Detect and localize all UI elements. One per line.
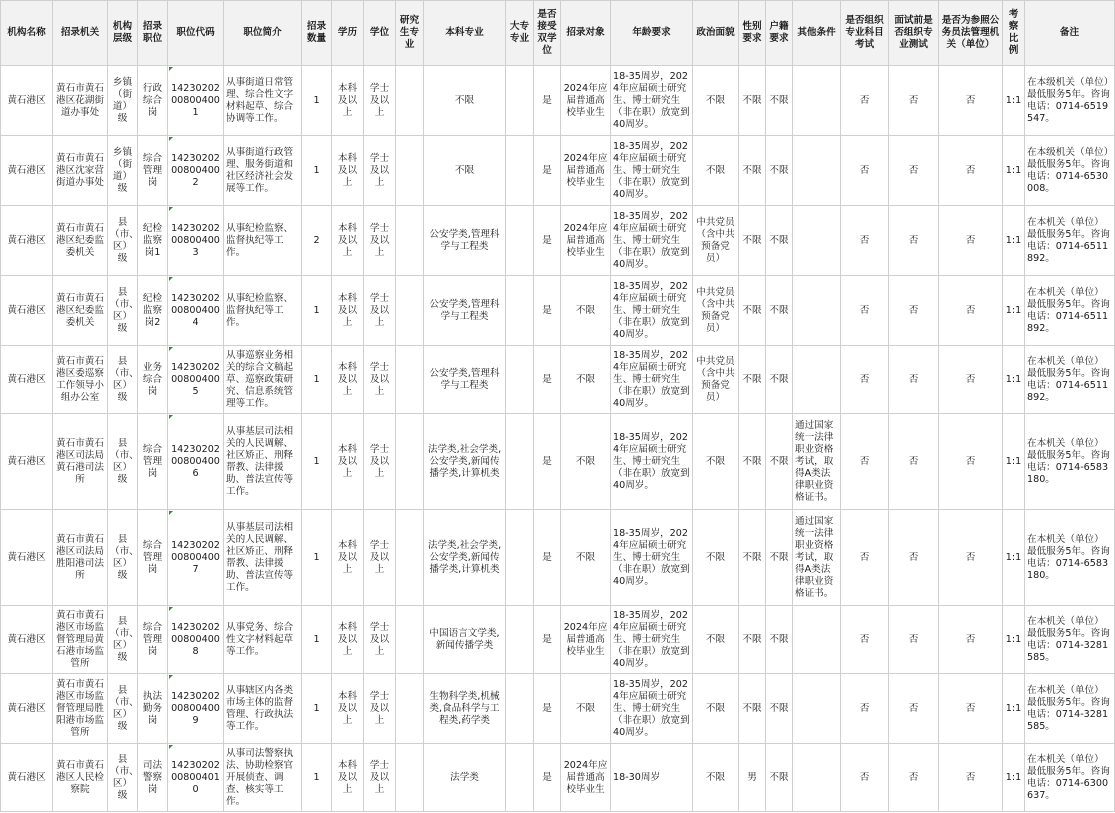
cell-target: 2024年应届普通高校毕业生 [561, 606, 611, 674]
cell-degree: 学士及以上 [364, 136, 396, 206]
header-count: 招录数量 [302, 1, 332, 66]
cell-undergrad-major: 公安学类,管理科学与工程类 [424, 206, 506, 276]
cell-college-major [506, 206, 534, 276]
cell-civil-service: 否 [939, 346, 1003, 414]
cell-double-degree: 是 [534, 674, 561, 744]
cell-gender: 不限 [739, 606, 766, 674]
cell-double-degree: 是 [534, 744, 561, 812]
cell-double-degree: 是 [534, 510, 561, 606]
cell-gender: 不限 [739, 206, 766, 276]
cell-org-name: 黄石港区 [1, 276, 53, 346]
header-notes: 备注 [1025, 1, 1115, 66]
header-org-name: 机构名称 [1, 1, 53, 66]
cell-household: 不限 [766, 66, 793, 136]
cell-position-desc: 从事纪检监察、监督执纪等工作。 [224, 276, 302, 346]
cell-position-code: 14230202008004008 [168, 606, 224, 674]
cell-pre-test: 否 [889, 346, 939, 414]
cell-target: 2024年应届普通高校毕业生 [561, 744, 611, 812]
cell-other [793, 66, 841, 136]
cell-exam: 否 [841, 674, 889, 744]
cell-gender: 不限 [739, 66, 766, 136]
cell-recruit-agency: 黄石市黄石港区纪委监委机关 [53, 206, 108, 276]
cell-degree: 学士及以上 [364, 346, 396, 414]
cell-degree: 学士及以上 [364, 206, 396, 276]
header-pre-test: 面试前是否组织专业测试 [889, 1, 939, 66]
cell-civil-service: 否 [939, 606, 1003, 674]
cell-college-major [506, 66, 534, 136]
cell-undergrad-major: 公安学类,管理科学与工程类 [424, 346, 506, 414]
cell-ratio: 1:1 [1003, 206, 1025, 276]
cell-double-degree: 是 [534, 346, 561, 414]
cell-org-level: 县（市、区）级 [108, 346, 138, 414]
cell-college-major [506, 744, 534, 812]
cell-degree: 学士及以上 [364, 414, 396, 510]
cell-college-major [506, 606, 534, 674]
cell-household: 不限 [766, 206, 793, 276]
header-college-major: 大专专业 [506, 1, 534, 66]
cell-count: 2 [302, 206, 332, 276]
cell-ratio: 1:1 [1003, 414, 1025, 510]
header-target: 招录对象 [561, 1, 611, 66]
cell-position: 纪检监察岗2 [138, 276, 168, 346]
cell-notes: 在本机关（单位）最低服务5年。咨询电话：0714-6511892。 [1025, 206, 1115, 276]
cell-education: 本科及以上 [332, 66, 364, 136]
cell-position-desc: 从事基层司法相关的人民调解、社区矫正、刑释帮教、法律援助、普法宣传等工作。 [224, 414, 302, 510]
cell-recruit-agency: 黄石市黄石港区委巡察工作领导小组办公室 [53, 346, 108, 414]
cell-exam: 否 [841, 66, 889, 136]
cell-org-level: 县（市、区）级 [108, 606, 138, 674]
cell-position: 综合管理岗 [138, 136, 168, 206]
cell-other [793, 674, 841, 744]
header-org-level: 机构层级 [108, 1, 138, 66]
cell-exam: 否 [841, 414, 889, 510]
cell-position-code: 14230202008004002 [168, 136, 224, 206]
table-row [1, 744, 1115, 812]
cell-civil-service: 否 [939, 414, 1003, 510]
cell-degree: 学士及以上 [364, 510, 396, 606]
cell-age: 18-35周岁，2024年应届硕士研究生、博士研究生（非在职）放宽到40周岁。 [611, 276, 693, 346]
cell-count: 1 [302, 66, 332, 136]
cell-education: 本科及以上 [332, 674, 364, 744]
cell-target: 不限 [561, 346, 611, 414]
cell-position-desc: 从事基层司法相关的人民调解、社区矫正、刑释帮教、法律援助、普法宣传等工作。 [224, 510, 302, 606]
cell-position: 综合管理岗 [138, 606, 168, 674]
cell-pre-test: 否 [889, 206, 939, 276]
cell-notes: 在本机关（单位）最低服务5年。咨询电话：0714-6511892。 [1025, 276, 1115, 346]
cell-notes: 在本机关（单位）最低服务5年。咨询电话：0714-6583180。 [1025, 414, 1115, 510]
cell-exam: 否 [841, 346, 889, 414]
cell-position: 综合管理岗 [138, 510, 168, 606]
header-education: 学历 [332, 1, 364, 66]
cell-college-major [506, 510, 534, 606]
cell-civil-service: 否 [939, 674, 1003, 744]
cell-double-degree: 是 [534, 606, 561, 674]
cell-double-degree: 是 [534, 136, 561, 206]
cell-education: 本科及以上 [332, 510, 364, 606]
cell-political: 不限 [693, 414, 739, 510]
header-recruit-agency: 招录机关 [53, 1, 108, 66]
table-row [1, 414, 1115, 510]
header-gender: 性别要求 [739, 1, 766, 66]
cell-undergrad-major: 法学类,社会学类,公安学类,新闻传播学类,计算机类 [424, 414, 506, 510]
cell-position-code: 14230202008004004 [168, 276, 224, 346]
header-position-code: 职位代码 [168, 1, 224, 66]
header-age: 年龄要求 [611, 1, 693, 66]
cell-other [793, 744, 841, 812]
cell-age: 18-35周岁，2024年应届硕士研究生、博士研究生（非在职）放宽到40周岁。 [611, 414, 693, 510]
cell-org-level: 乡镇（街道）级 [108, 66, 138, 136]
cell-undergrad-major: 法学类,社会学类,公安学类,新闻传播学类,计算机类 [424, 510, 506, 606]
cell-position-code: 14230202008004005 [168, 346, 224, 414]
cell-age: 18-30周岁 [611, 744, 693, 812]
cell-education: 本科及以上 [332, 206, 364, 276]
header-political: 政治面貌 [693, 1, 739, 66]
cell-other: 通过国家统一法律职业资格考试，取得A类法律职业资格证书。 [793, 414, 841, 510]
cell-recruit-agency: 黄石市黄石港区人民检察院 [53, 744, 108, 812]
cell-notes: 在本级机关（单位）最低服务5年。咨询电话：0714-6530008。 [1025, 136, 1115, 206]
cell-age: 18-35周岁，2024年应届硕士研究生、博士研究生（非在职）放宽到40周岁。 [611, 136, 693, 206]
cell-gender: 不限 [739, 674, 766, 744]
cell-position: 司法警察岗 [138, 744, 168, 812]
header-double-degree: 是否接受双学位 [534, 1, 561, 66]
cell-pre-test: 否 [889, 606, 939, 674]
cell-pre-test: 否 [889, 744, 939, 812]
cell-undergrad-major: 不限 [424, 66, 506, 136]
cell-position-code: 14230202008004001 [168, 66, 224, 136]
cell-grad-major [396, 66, 424, 136]
cell-org-level: 乡镇（街道）级 [108, 136, 138, 206]
cell-ratio: 1:1 [1003, 276, 1025, 346]
cell-target: 2024年应届普通高校毕业生 [561, 206, 611, 276]
cell-other: 通过国家统一法律职业资格考试，取得A类法律职业资格证书。 [793, 510, 841, 606]
cell-pre-test: 否 [889, 674, 939, 744]
cell-notes: 在本机关（单位）最低服务5年。咨询电话：0714-6583180。 [1025, 510, 1115, 606]
cell-org-level: 县（市、区）级 [108, 206, 138, 276]
cell-gender: 不限 [739, 346, 766, 414]
table-row [1, 346, 1115, 414]
cell-position: 纪检监察岗1 [138, 206, 168, 276]
cell-position-desc: 从事街道行政管理、服务街道和社区经济社会发展等工作。 [224, 136, 302, 206]
cell-political: 不限 [693, 66, 739, 136]
cell-age: 18-35周岁，2024年应届硕士研究生、博士研究生（非在职）放宽到40周岁。 [611, 206, 693, 276]
cell-other [793, 346, 841, 414]
cell-position-code: 14230202008004006 [168, 414, 224, 510]
cell-exam: 否 [841, 510, 889, 606]
cell-civil-service: 否 [939, 66, 1003, 136]
cell-count: 1 [302, 414, 332, 510]
cell-notes: 在本机关（单位）最低服务5年。咨询电话：0714-6511892。 [1025, 346, 1115, 414]
cell-pre-test: 否 [889, 510, 939, 606]
cell-grad-major [396, 276, 424, 346]
cell-target: 不限 [561, 414, 611, 510]
cell-count: 1 [302, 606, 332, 674]
cell-ratio: 1:1 [1003, 606, 1025, 674]
cell-age: 18-35周岁，2024年应届硕士研究生、博士研究生（非在职）放宽到40周岁。 [611, 606, 693, 674]
header-civil-service: 是否为参照公务员法管理机关（单位） [939, 1, 1003, 66]
cell-education: 本科及以上 [332, 346, 364, 414]
cell-age: 18-35周岁，2024年应届硕士研究生、博士研究生（非在职）放宽到40周岁。 [611, 66, 693, 136]
cell-political: 不限 [693, 744, 739, 812]
header-exam: 是否组织专业科目考试 [841, 1, 889, 66]
cell-political: 不限 [693, 606, 739, 674]
cell-degree: 学士及以上 [364, 66, 396, 136]
cell-grad-major [396, 414, 424, 510]
cell-exam: 否 [841, 744, 889, 812]
cell-count: 1 [302, 276, 332, 346]
header-position-desc: 职位简介 [224, 1, 302, 66]
cell-household: 不限 [766, 744, 793, 812]
cell-count: 1 [302, 744, 332, 812]
cell-gender: 不限 [739, 276, 766, 346]
cell-other [793, 606, 841, 674]
cell-double-degree: 是 [534, 66, 561, 136]
cell-ratio: 1:1 [1003, 136, 1025, 206]
cell-org-name: 黄石港区 [1, 606, 53, 674]
cell-ratio: 1:1 [1003, 744, 1025, 812]
cell-count: 1 [302, 346, 332, 414]
cell-gender: 不限 [739, 414, 766, 510]
cell-recruit-agency: 黄石市黄石港区司法局黄石港司法所 [53, 414, 108, 510]
cell-exam: 否 [841, 136, 889, 206]
cell-notes: 在本机关（单位）最低服务5年。咨询电话：0714-3281585。 [1025, 606, 1115, 674]
cell-target: 不限 [561, 276, 611, 346]
cell-household: 不限 [766, 674, 793, 744]
header-other: 其他条件 [793, 1, 841, 66]
cell-target: 不限 [561, 510, 611, 606]
cell-org-name: 黄石港区 [1, 674, 53, 744]
cell-education: 本科及以上 [332, 606, 364, 674]
table-row [1, 674, 1115, 744]
cell-other [793, 136, 841, 206]
cell-degree: 学士及以上 [364, 674, 396, 744]
cell-age: 18-35周岁，2024年应届硕士研究生、博士研究生（非在职）放宽到40周岁。 [611, 346, 693, 414]
cell-org-level: 县（市、区）级 [108, 744, 138, 812]
cell-political: 不限 [693, 136, 739, 206]
cell-political: 不限 [693, 510, 739, 606]
cell-pre-test: 否 [889, 136, 939, 206]
cell-org-level: 县（市、区）级 [108, 276, 138, 346]
cell-recruit-agency: 黄石市黄石港区花湖街道办事处 [53, 66, 108, 136]
cell-education: 本科及以上 [332, 414, 364, 510]
cell-ratio: 1:1 [1003, 346, 1025, 414]
cell-org-name: 黄石港区 [1, 66, 53, 136]
cell-target: 不限 [561, 674, 611, 744]
cell-count: 1 [302, 136, 332, 206]
cell-grad-major [396, 510, 424, 606]
table-row [1, 510, 1115, 606]
table-row [1, 136, 1115, 206]
cell-ratio: 1:1 [1003, 674, 1025, 744]
cell-undergrad-major: 不限 [424, 136, 506, 206]
cell-position: 业务综合岗 [138, 346, 168, 414]
cell-college-major [506, 414, 534, 510]
cell-notes: 在本级机关（单位）最低服务5年。咨询电话：0714-6519547。 [1025, 66, 1115, 136]
cell-exam: 否 [841, 206, 889, 276]
cell-college-major [506, 346, 534, 414]
cell-target: 2024年应届普通高校毕业生 [561, 66, 611, 136]
cell-org-name: 黄石港区 [1, 136, 53, 206]
cell-pre-test: 否 [889, 276, 939, 346]
cell-position-desc: 从事街道日常管理、综合性文字材料起草、综合协调等工作。 [224, 66, 302, 136]
cell-org-name: 黄石港区 [1, 744, 53, 812]
cell-position-code: 14230202008004003 [168, 206, 224, 276]
cell-position-code: 14230202008004010 [168, 744, 224, 812]
cell-position-code: 14230202008004007 [168, 510, 224, 606]
cell-org-name: 黄石港区 [1, 414, 53, 510]
header-household: 户籍要求 [766, 1, 793, 66]
cell-political: 不限 [693, 674, 739, 744]
header-position: 招录职位 [138, 1, 168, 66]
cell-undergrad-major: 公安学类,管理科学与工程类 [424, 276, 506, 346]
cell-recruit-agency: 黄石市黄石港区沈家营街道办事处 [53, 136, 108, 206]
cell-household: 不限 [766, 510, 793, 606]
cell-recruit-agency: 黄石市黄石港区市场监督管理局胜阳港市场监管所 [53, 674, 108, 744]
cell-household: 不限 [766, 346, 793, 414]
cell-age: 18-35周岁，2024年应届硕士研究生、博士研究生（非在职）放宽到40周岁。 [611, 510, 693, 606]
cell-household: 不限 [766, 136, 793, 206]
table-row [1, 206, 1115, 276]
cell-recruit-agency: 黄石市黄石港区司法局胜阳港司法所 [53, 510, 108, 606]
cell-undergrad-major: 法学类 [424, 744, 506, 812]
cell-ratio: 1:1 [1003, 66, 1025, 136]
cell-double-degree: 是 [534, 414, 561, 510]
cell-exam: 否 [841, 606, 889, 674]
cell-household: 不限 [766, 606, 793, 674]
cell-undergrad-major: 生物科学类,机械类,食品科学与工程类,药学类 [424, 674, 506, 744]
cell-recruit-agency: 黄石市黄石港区纪委监委机关 [53, 276, 108, 346]
cell-grad-major [396, 206, 424, 276]
header-degree: 学位 [364, 1, 396, 66]
cell-college-major [506, 136, 534, 206]
cell-grad-major [396, 744, 424, 812]
table-row [1, 606, 1115, 674]
cell-double-degree: 是 [534, 276, 561, 346]
cell-political: 中共党员（含中共预备党员） [693, 346, 739, 414]
cell-other [793, 206, 841, 276]
cell-pre-test: 否 [889, 414, 939, 510]
cell-civil-service: 否 [939, 206, 1003, 276]
cell-civil-service: 否 [939, 136, 1003, 206]
cell-notes: 在本机关（单位）最低服务5年。咨询电话：0714-3281585。 [1025, 674, 1115, 744]
cell-gender: 男 [739, 744, 766, 812]
cell-political: 中共党员（含中共预备党员） [693, 276, 739, 346]
cell-org-level: 县（市、区）级 [108, 414, 138, 510]
cell-college-major [506, 276, 534, 346]
header-row [1, 1, 1115, 66]
header-ratio: 考察比例 [1003, 1, 1025, 66]
cell-target: 2024年应届普通高校毕业生 [561, 136, 611, 206]
cell-education: 本科及以上 [332, 136, 364, 206]
cell-undergrad-major: 中国语言文学类,新闻传播学类 [424, 606, 506, 674]
cell-position-desc: 从事纪检监察、监督执纪等工作。 [224, 206, 302, 276]
cell-education: 本科及以上 [332, 744, 364, 812]
cell-count: 1 [302, 510, 332, 606]
cell-notes: 在本机关（单位）最低服务5年。咨询电话：0714-6300637。 [1025, 744, 1115, 812]
cell-education: 本科及以上 [332, 276, 364, 346]
cell-grad-major [396, 136, 424, 206]
cell-grad-major [396, 606, 424, 674]
cell-position: 执法勤务岗 [138, 674, 168, 744]
cell-other [793, 276, 841, 346]
cell-degree: 学士及以上 [364, 606, 396, 674]
cell-civil-service: 否 [939, 744, 1003, 812]
table-row [1, 66, 1115, 136]
cell-age: 18-35周岁，2024年应届硕士研究生、博士研究生（非在职）放宽到40周岁。 [611, 674, 693, 744]
cell-grad-major [396, 346, 424, 414]
cell-position: 综合管理岗 [138, 414, 168, 510]
cell-count: 1 [302, 674, 332, 744]
cell-org-name: 黄石港区 [1, 346, 53, 414]
cell-position-desc: 从事司法警察执法、协助检察官开展侦查、调查、核实等工作。 [224, 744, 302, 812]
cell-double-degree: 是 [534, 206, 561, 276]
cell-position: 行政综合岗 [138, 66, 168, 136]
cell-gender: 不限 [739, 136, 766, 206]
cell-household: 不限 [766, 276, 793, 346]
cell-college-major [506, 674, 534, 744]
cell-org-level: 县（市、区）级 [108, 510, 138, 606]
cell-recruit-agency: 黄石市黄石港区市场监督管理局黄石港市场监管所 [53, 606, 108, 674]
cell-civil-service: 否 [939, 276, 1003, 346]
cell-degree: 学士及以上 [364, 276, 396, 346]
cell-grad-major [396, 674, 424, 744]
cell-pre-test: 否 [889, 66, 939, 136]
cell-position-desc: 从事党务、综合性文字材料起草等工作。 [224, 606, 302, 674]
header-grad-major: 研究生专业 [396, 1, 424, 66]
cell-position-desc: 从事巡察业务相关的综合文稿起草、巡察政策研究、信息系统管理等工作。 [224, 346, 302, 414]
cell-degree: 学士及以上 [364, 744, 396, 812]
cell-gender: 不限 [739, 510, 766, 606]
cell-position-code: 14230202008004009 [168, 674, 224, 744]
cell-civil-service: 否 [939, 510, 1003, 606]
header-undergrad-major: 本科专业 [424, 1, 506, 66]
cell-org-name: 黄石港区 [1, 206, 53, 276]
cell-ratio: 1:1 [1003, 510, 1025, 606]
cell-household: 不限 [766, 414, 793, 510]
cell-org-name: 黄石港区 [1, 510, 53, 606]
cell-exam: 否 [841, 276, 889, 346]
cell-org-level: 县（市、区）级 [108, 674, 138, 744]
cell-political: 中共党员（含中共预备党员） [693, 206, 739, 276]
cell-position-desc: 从事辖区内各类市场主体的监督管理、行政执法等工作。 [224, 674, 302, 744]
table-row [1, 276, 1115, 346]
